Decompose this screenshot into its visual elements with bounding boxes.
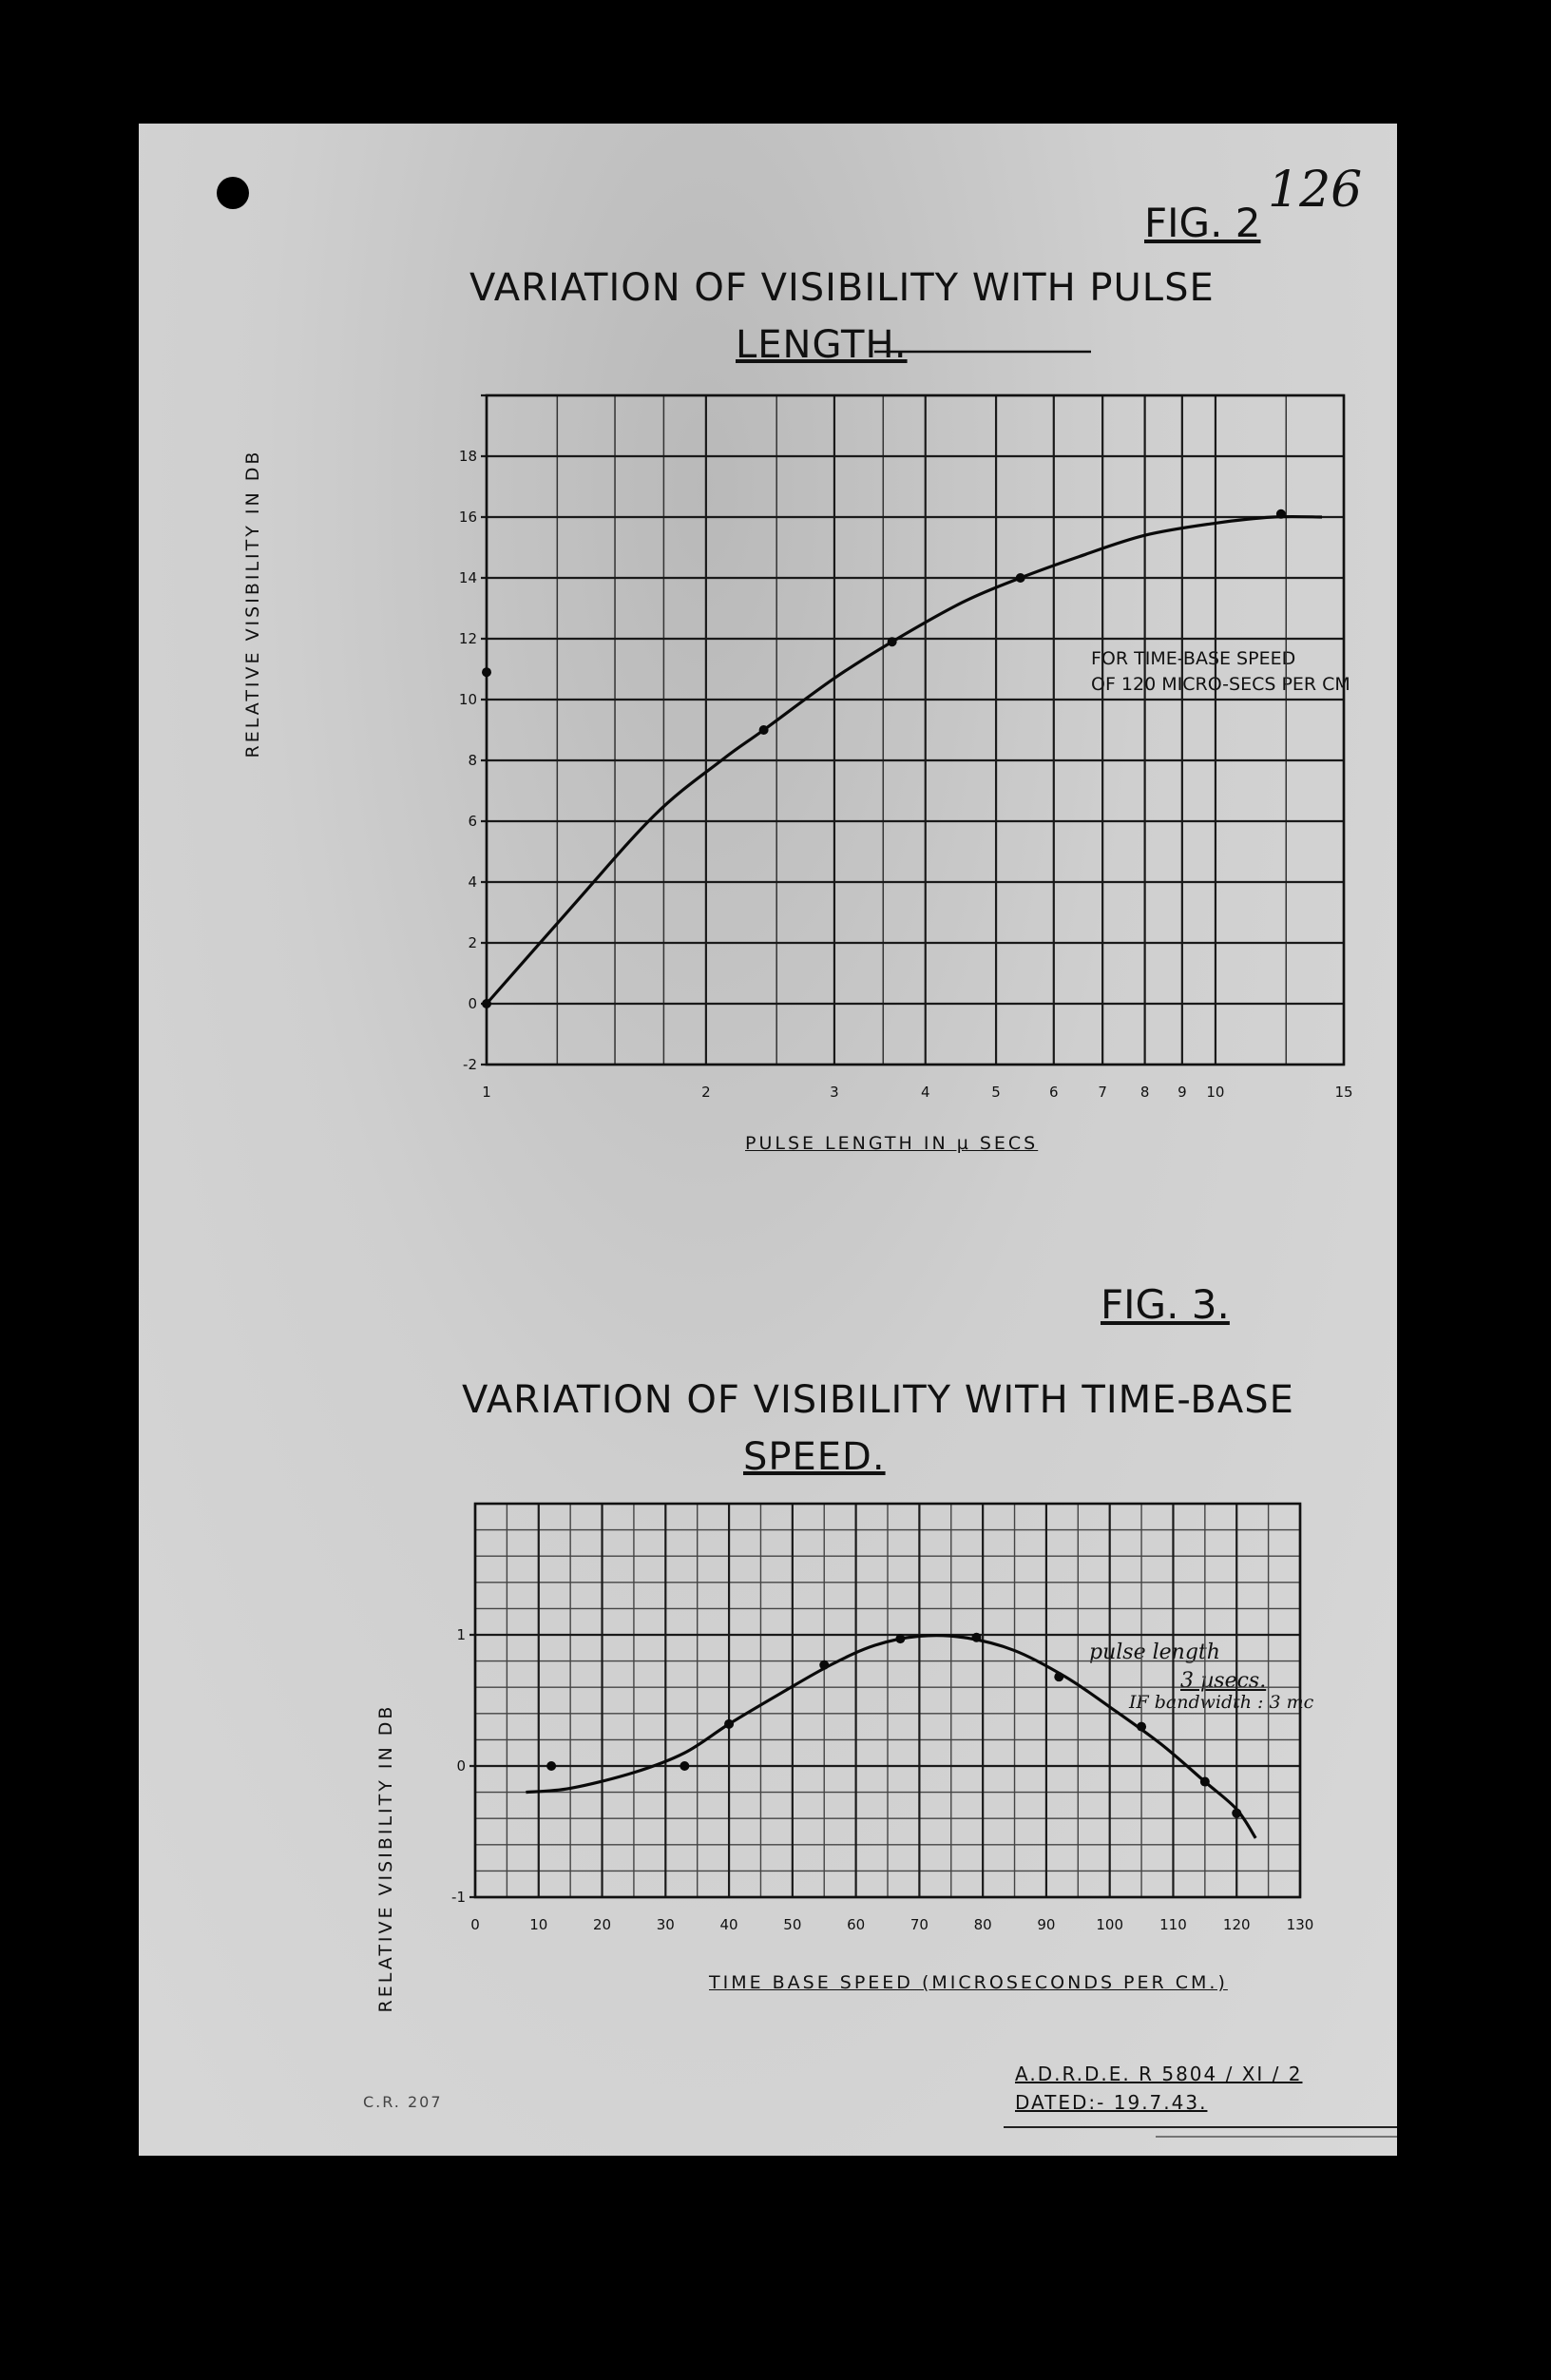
fig3-x-tick-label: 80 <box>973 1916 992 1933</box>
page-number: 126 <box>1268 162 1363 219</box>
fig3-x-tick-label: 100 <box>1096 1916 1124 1933</box>
fig2-xlabel: PULSE LENGTH IN µ SECS <box>745 1133 1039 1154</box>
fig2-data-point <box>482 999 491 1008</box>
fig2-x-tick-label: 2 <box>701 1084 711 1101</box>
fig2-note-line2: OF 120 MICRO-SECS PER CM <box>1091 674 1350 695</box>
fig3-data-point <box>724 1719 734 1729</box>
fig2-label: FIG. 2 <box>1144 200 1261 246</box>
fig3-xlabel: TIME BASE SPEED (MICROSECONDS PER CM.) <box>709 1972 1228 1993</box>
fig2-title-line1: VARIATION OF VISIBILITY WITH PULSE <box>469 266 1215 310</box>
fig2-x-tick-label: 7 <box>1098 1084 1107 1101</box>
fig2-y-tick-label: 16 <box>458 509 477 526</box>
fig3-title-line1: VARIATION OF VISIBILITY WITH TIME-BASE <box>462 1378 1294 1422</box>
fig3-series-line <box>526 1636 1255 1838</box>
fig3-x-tick-label: 90 <box>1037 1916 1056 1933</box>
fig2-y-tick-label: 12 <box>458 630 477 647</box>
charts-svg <box>139 124 1397 2156</box>
fig3-data-point <box>1200 1777 1210 1787</box>
fig3-note-line3: IF bandwidth : 3 mc <box>1129 1692 1314 1713</box>
fig2-y-tick-label: 10 <box>458 691 477 708</box>
fig3-data-point <box>1137 1722 1146 1732</box>
fig2-x-tick-label: 5 <box>991 1084 1001 1101</box>
fig2-x-tick-label: 10 <box>1206 1084 1225 1101</box>
fig3-data-point <box>1232 1809 1241 1818</box>
ref-date: DATED:- 19.7.43. <box>1015 2091 1208 2114</box>
fig2-data-point <box>482 667 491 677</box>
fig3-x-tick-label: 110 <box>1159 1916 1187 1933</box>
fig3-y-tick-label: 0 <box>456 1757 466 1775</box>
fig2-x-tick-label: 15 <box>1334 1084 1353 1101</box>
fig2-y-tick-label: 4 <box>468 873 477 891</box>
fig3-note-line1: pulse length <box>1089 1641 1220 1664</box>
cr-mark: C.R. 207 <box>363 2093 443 2111</box>
fig3-x-tick-label: 0 <box>470 1916 480 1933</box>
fig3-label: FIG. 3. <box>1101 1281 1230 1328</box>
fig2-title-line2: LENGTH. <box>736 323 908 367</box>
ref-number: A.D.R.D.E. R 5804 / XI / 2 <box>1015 2063 1303 2085</box>
fig3-data-point <box>971 1633 981 1642</box>
fig3-data-point <box>1054 1672 1063 1681</box>
fig3-note-line2: 3 µsecs. <box>1180 1669 1267 1693</box>
fig3-x-tick-label: 10 <box>529 1916 548 1933</box>
fig2-y-tick-label: -2 <box>463 1056 477 1073</box>
fig2-x-tick-label: 1 <box>482 1084 491 1101</box>
fig2-x-tick-label: 8 <box>1139 1084 1150 1101</box>
fig3-x-tick-label: 120 <box>1222 1916 1251 1933</box>
fig2-data-point <box>1016 573 1025 583</box>
fig3-data-point <box>895 1634 905 1643</box>
fig2-x-tick-label: 6 <box>1049 1084 1059 1101</box>
fig2-x-tick-label: 4 <box>920 1084 930 1101</box>
fig2-y-tick-label: 8 <box>468 752 477 769</box>
fig3-y-tick-label: -1 <box>451 1889 466 1906</box>
document-sheet <box>139 124 1397 2156</box>
fig2-data-point <box>759 725 769 735</box>
fig2-x-tick-label: 3 <box>830 1084 839 1101</box>
fig2-y-tick-label: 2 <box>468 934 477 951</box>
fig2-x-tick-label: 9 <box>1178 1084 1187 1101</box>
fig3-data-point <box>819 1660 829 1670</box>
fig2-data-point <box>1276 509 1286 519</box>
fig2-y-tick-label: 14 <box>458 569 477 586</box>
fig3-x-tick-label: 60 <box>847 1916 866 1933</box>
fig2-y-tick-label: 6 <box>468 813 477 830</box>
fig3-title-line2: SPEED. <box>743 1435 886 1479</box>
fig3-y-tick-label: 1 <box>456 1626 466 1643</box>
fig3-x-tick-label: 130 <box>1286 1916 1314 1933</box>
fig2-data-point <box>888 637 897 646</box>
fig3-x-tick-label: 20 <box>592 1916 612 1933</box>
fig3-x-tick-label: 50 <box>783 1916 802 1933</box>
fig3-x-tick-label: 70 <box>910 1916 929 1933</box>
fig2-note-line1: FOR TIME-BASE SPEED <box>1091 648 1296 669</box>
fig2-y-tick-label: 0 <box>468 995 477 1012</box>
fig2-ylabel: RELATIVE VISIBILITY IN DB <box>242 449 263 758</box>
fig3-x-tick-label: 30 <box>656 1916 675 1933</box>
fig3-ylabel: RELATIVE VISIBILITY IN DB <box>375 1703 396 2013</box>
fig3-x-tick-label: 40 <box>719 1916 738 1933</box>
fig3-data-point <box>680 1761 689 1771</box>
fig3-data-point <box>546 1761 556 1771</box>
fig2-y-tick-label: 18 <box>458 448 477 465</box>
